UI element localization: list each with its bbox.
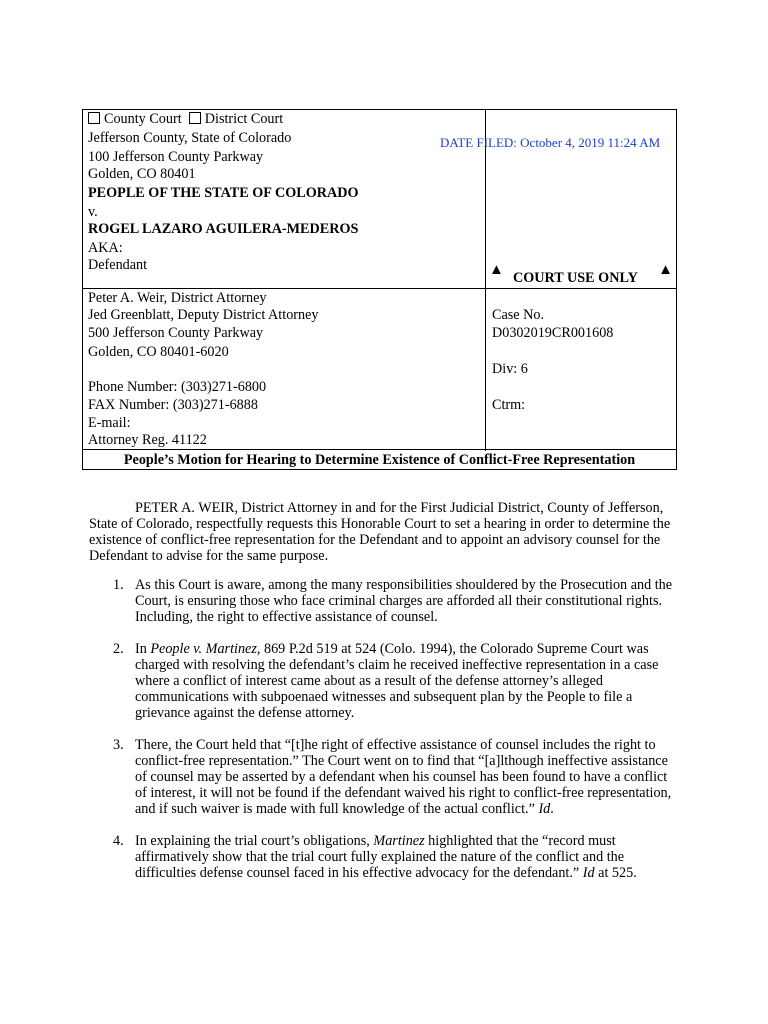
item-number: 2. (113, 641, 124, 657)
item-text-pre: There, the Court held that “[t]he right of effective assistance of counsel includes the right to conflict-free representation.” The Court went on to find that “[a]lthough ineffective assistance of counsel may be asserted by a defendant when his counsel has been found to have a conflict of interest, it will not be found if the defendant waived his right to conflict-free representation, and if such waiver is made with full knowledge of the actual conflict.” (135, 737, 672, 817)
case-citation: People v. Martinez (150, 641, 257, 657)
intro-text: PETER A. WEIR, District Attorney in and for the First Judicial District, County of Jefferson, State of Colorado, respectfully requests this Honorable Court to set a hearing in order to determine the existence of conflict-free representation for the Defendant and to appoint an advisory counsel for the Defendant to advise for the same purpose. (89, 500, 671, 564)
attorney-fax: FAX Number: (303)271-6888 (88, 397, 258, 413)
attorney-city: Golden, CO 80401-6020 (88, 344, 229, 360)
item-number: 4. (113, 833, 124, 849)
item-text-post: , 869 P.2d 519 at 524 (Colo. 1994), the Colorado Supreme Court was charged with resolving the defendant’s claim he received ineffective representation in a case where a conflict of interest came about as a result of the defense attorney’s alleged communications with subpoenaed witnesses and subsequent plan by the People to file a grievance against the defense attorney. (135, 641, 659, 721)
case-number-label: Case No. (492, 307, 545, 323)
court-county: Jefferson County, State of Colorado (88, 130, 292, 146)
item-text-mid: highlighted that the “record must affirmatively show that the trial court fully explained the nature of the conflict and the difficulties defense counsel faced in his effective advocacy for the defendant.” (135, 833, 625, 881)
item-text-pre: In explaining the trial court’s obligations, (135, 833, 374, 849)
motion-title: People’s Motion for Hearing to Determine Existence of Conflict-Free Representation (123, 452, 636, 468)
court-type-options (88, 111, 283, 127)
item-number: 1. (113, 577, 124, 593)
item-text-post: . (550, 801, 554, 817)
list-item (89, 737, 679, 817)
item-text: As this Court is aware, among the many responsibilities shouldered by the Prosecution and the Court, is ensuring those who face criminal charges are afforded all their constitutional rights. Including, the right to effective assistance of counsel. (135, 577, 673, 625)
date-filed-stamp: DATE FILED: October 4, 2019 11:24 AM (440, 135, 661, 150)
id-citation: Id (538, 801, 551, 817)
court-use-only-label: COURT USE ONLY (513, 270, 638, 286)
court-street: 100 Jefferson County Parkway (88, 149, 264, 165)
caption-title-divider (83, 449, 676, 450)
attorney-reg: Attorney Reg. 41122 (88, 432, 207, 448)
deputy-attorney-name: Jed Greenblatt, Deputy District Attorney (88, 307, 319, 323)
court-use-only-box (486, 262, 678, 288)
list-item (89, 577, 679, 625)
up-arrow-icon: ▲ (658, 262, 673, 278)
versus: v. (88, 204, 98, 220)
attorney-email: E-mail: (88, 415, 131, 431)
aka-label: AKA: (88, 240, 123, 256)
attorney-street: 500 Jefferson County Parkway (88, 325, 264, 341)
item-number: 3. (113, 737, 124, 753)
attorney-phone: Phone Number: (303)271-6800 (88, 379, 267, 395)
defendant-name: ROGEL LAZARO AGUILERA-MEDEROS (88, 221, 359, 237)
case-caption-table (82, 109, 677, 470)
id-citation: Id (582, 865, 595, 881)
item-text-pre: In (135, 641, 151, 657)
case-citation: Martinez (373, 833, 425, 849)
numbered-paragraphs (89, 577, 679, 881)
county-court-checkbox[interactable] (88, 112, 100, 124)
county-court-label: County Court (104, 111, 182, 127)
list-item (89, 833, 679, 881)
division: Div: 6 (492, 361, 528, 377)
intro-paragraph (89, 500, 679, 564)
case-number: D0302019CR001608 (492, 325, 614, 341)
item-text-post: at 525. (594, 865, 637, 881)
up-arrow-icon: ▲ (489, 262, 504, 278)
court-city: Golden, CO 80401 (88, 166, 196, 182)
plaintiff-name: PEOPLE OF THE STATE OF COLORADO (88, 185, 359, 201)
district-court-checkbox[interactable] (189, 112, 201, 124)
defendant-label: Defendant (88, 257, 148, 273)
courtroom: Ctrm: (492, 397, 526, 413)
caption-row-divider (83, 288, 676, 289)
attorney-name: Peter A. Weir, District Attorney (88, 290, 267, 306)
district-court-label: District Court (204, 111, 284, 127)
list-item (89, 641, 679, 721)
